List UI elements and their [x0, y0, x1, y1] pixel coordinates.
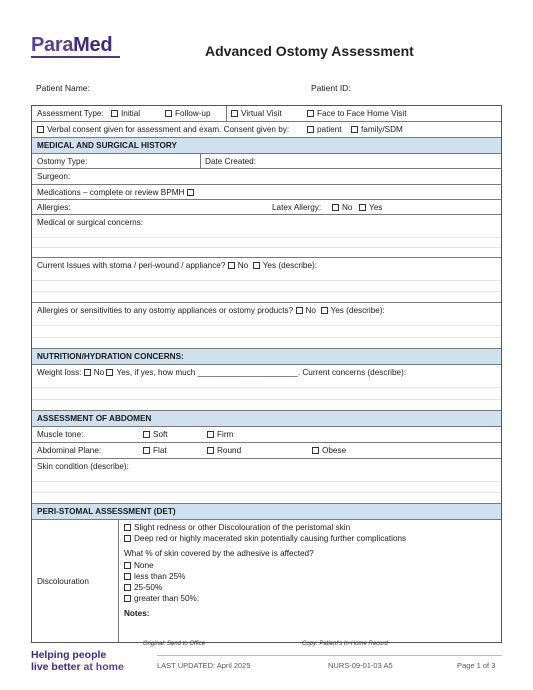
checkbox-icon[interactable] [143, 431, 150, 438]
copy-note: Copy: Patient's In-Home Record [302, 641, 388, 647]
appliance-allergies-row[interactable] [32, 303, 501, 349]
pct-less-25[interactable]: less than 25% [124, 572, 496, 583]
checkbox-icon[interactable] [37, 126, 44, 133]
last-updated: LAST UPDATED: April 2025 [157, 661, 251, 670]
section-peristomal-header: PERI-STOMAL ASSESSMENT (DET) [32, 504, 501, 520]
consent-family[interactable]: family/SDM [351, 125, 403, 134]
skin-condition-label: Skin condition (describe): [37, 462, 129, 471]
option-deep-red[interactable]: Deep red or highly macerated skin potentially causing further complications [124, 534, 496, 545]
section-history-header: MEDICAL AND SURGICAL HISTORY [32, 138, 501, 154]
checkbox-icon[interactable] [187, 189, 194, 196]
checkbox-icon[interactable] [106, 369, 113, 376]
plane-flat[interactable]: Flat [143, 446, 167, 455]
discolouration-options [124, 523, 496, 621]
checkbox-icon[interactable] [124, 595, 131, 602]
checkbox-icon[interactable] [321, 307, 328, 314]
weight-loss-row[interactable] [32, 365, 501, 411]
date-created-label: Date Created: [205, 157, 256, 166]
assessment-type-label: Assessment Type: [37, 109, 104, 118]
ostomy-type-label: Ostomy Type: [37, 157, 88, 166]
checkbox-icon[interactable] [307, 126, 314, 133]
ostomy-type-row[interactable] [32, 154, 501, 169]
stoma-issues-label: Current Issues with stoma / peri-wound / appliance? No Yes (describe): [37, 261, 318, 270]
checkbox-icon[interactable] [207, 447, 214, 454]
tone-firm[interactable]: Firm [207, 430, 233, 439]
latex-allergy-label: Latex Allergy: [272, 203, 322, 212]
assessment-type-row [32, 106, 501, 122]
page-number: Page 1 of 3 [457, 661, 496, 670]
medications-row[interactable] [32, 185, 501, 200]
checkbox-icon[interactable] [124, 584, 131, 591]
abdominal-plane-row [32, 443, 501, 459]
checkbox-icon[interactable] [124, 535, 131, 542]
medications-label: Medications – complete or review BPMH [37, 188, 197, 197]
allergies-row[interactable] [32, 200, 501, 215]
concerns-label: Medical or surgical concerns: [37, 218, 144, 227]
section-nutrition-header: NUTRITION/HYDRATION CONCERNS: [32, 349, 501, 365]
plane-round[interactable]: Round [207, 446, 241, 455]
skin-condition-row[interactable] [32, 459, 501, 504]
checkbox-icon[interactable] [111, 110, 118, 117]
form-code: NURS-09-01-03 A5 [328, 661, 393, 670]
concerns-row[interactable] [32, 215, 501, 258]
checkbox-icon[interactable] [228, 262, 235, 269]
discolouration-label: Discolouration [32, 520, 119, 642]
checkbox-icon[interactable] [359, 204, 366, 211]
paramed-logo: ParaMed [31, 34, 113, 56]
logo-underline [31, 56, 120, 58]
checkbox-icon[interactable] [165, 110, 172, 117]
plane-obese[interactable]: Obese [312, 446, 346, 455]
consent-patient[interactable]: patient [307, 125, 342, 134]
surgeon-label: Surgeon: [37, 172, 71, 181]
option-slight-redness[interactable]: Slight redness or other Discolouration of the peristomal skin [124, 523, 496, 534]
checkbox-icon[interactable] [143, 447, 150, 454]
allergies-label: Allergies: [37, 203, 71, 212]
document-title: Advanced Ostomy Assessment [205, 43, 414, 59]
checkbox-icon[interactable] [124, 524, 131, 531]
patient-name-label: Patient Name: [36, 83, 90, 93]
assessment-form [31, 105, 502, 643]
patient-id-label: Patient ID: [311, 83, 351, 93]
original-note: Original: Send to Office [143, 641, 206, 647]
checkbox-icon[interactable] [351, 126, 358, 133]
checkbox-icon[interactable] [296, 307, 303, 314]
muscle-tone-row [32, 427, 501, 443]
pct-25-50[interactable]: 25-50% [124, 583, 496, 594]
consent-row [32, 122, 501, 138]
section-abdomen-header: ASSESSMENT OF ABDOMEN [32, 411, 501, 427]
appliance-allergies-label: Allergies or sensitivities to any ostomy appliances or ostomy products? No Yes (describe): [37, 306, 385, 315]
footer-divider [157, 655, 502, 656]
tagline: Helping people live better at home [31, 649, 124, 673]
tone-soft[interactable]: Soft [143, 430, 168, 439]
adhesive-question: What % of skin covered by the adhesive is affected? [124, 549, 314, 559]
latex-yes[interactable]: Yes [359, 203, 382, 212]
checkbox-icon[interactable] [231, 110, 238, 117]
stoma-issues-row[interactable] [32, 258, 501, 303]
option-initial[interactable]: Initial [111, 109, 140, 118]
checkbox-icon[interactable] [207, 431, 214, 438]
latex-no[interactable]: No [332, 203, 352, 212]
option-face-to-face[interactable]: Face to Face Home Visit [307, 109, 407, 118]
surgeon-row[interactable] [32, 169, 501, 185]
weight-loss-label: Weight loss: No Yes, if yes, how much ______________________. Current concerns (describe): [37, 368, 407, 377]
checkbox-icon[interactable] [312, 447, 319, 454]
checkbox-icon[interactable] [124, 573, 131, 580]
discolouration-row [32, 520, 501, 642]
checkbox-icon[interactable] [84, 369, 91, 376]
consent-checkbox[interactable]: Verbal consent given for assessment and exam. Consent given by: [37, 125, 289, 134]
option-virtual-visit[interactable]: Virtual Visit [231, 109, 282, 118]
checkbox-icon[interactable] [124, 562, 131, 569]
pct-greater-50[interactable]: greater than 50%: [124, 594, 496, 605]
option-follow-up[interactable]: Follow-up [165, 109, 211, 118]
pct-none[interactable]: None [124, 561, 496, 572]
checkbox-icon[interactable] [307, 110, 314, 117]
checkbox-icon[interactable] [332, 204, 339, 211]
muscle-tone-label: Muscle tone: [37, 430, 84, 439]
checkbox-icon[interactable] [253, 262, 260, 269]
abdominal-plane-label: Abdominal Plane: [37, 446, 102, 455]
notes-label: Notes: [124, 609, 150, 619]
